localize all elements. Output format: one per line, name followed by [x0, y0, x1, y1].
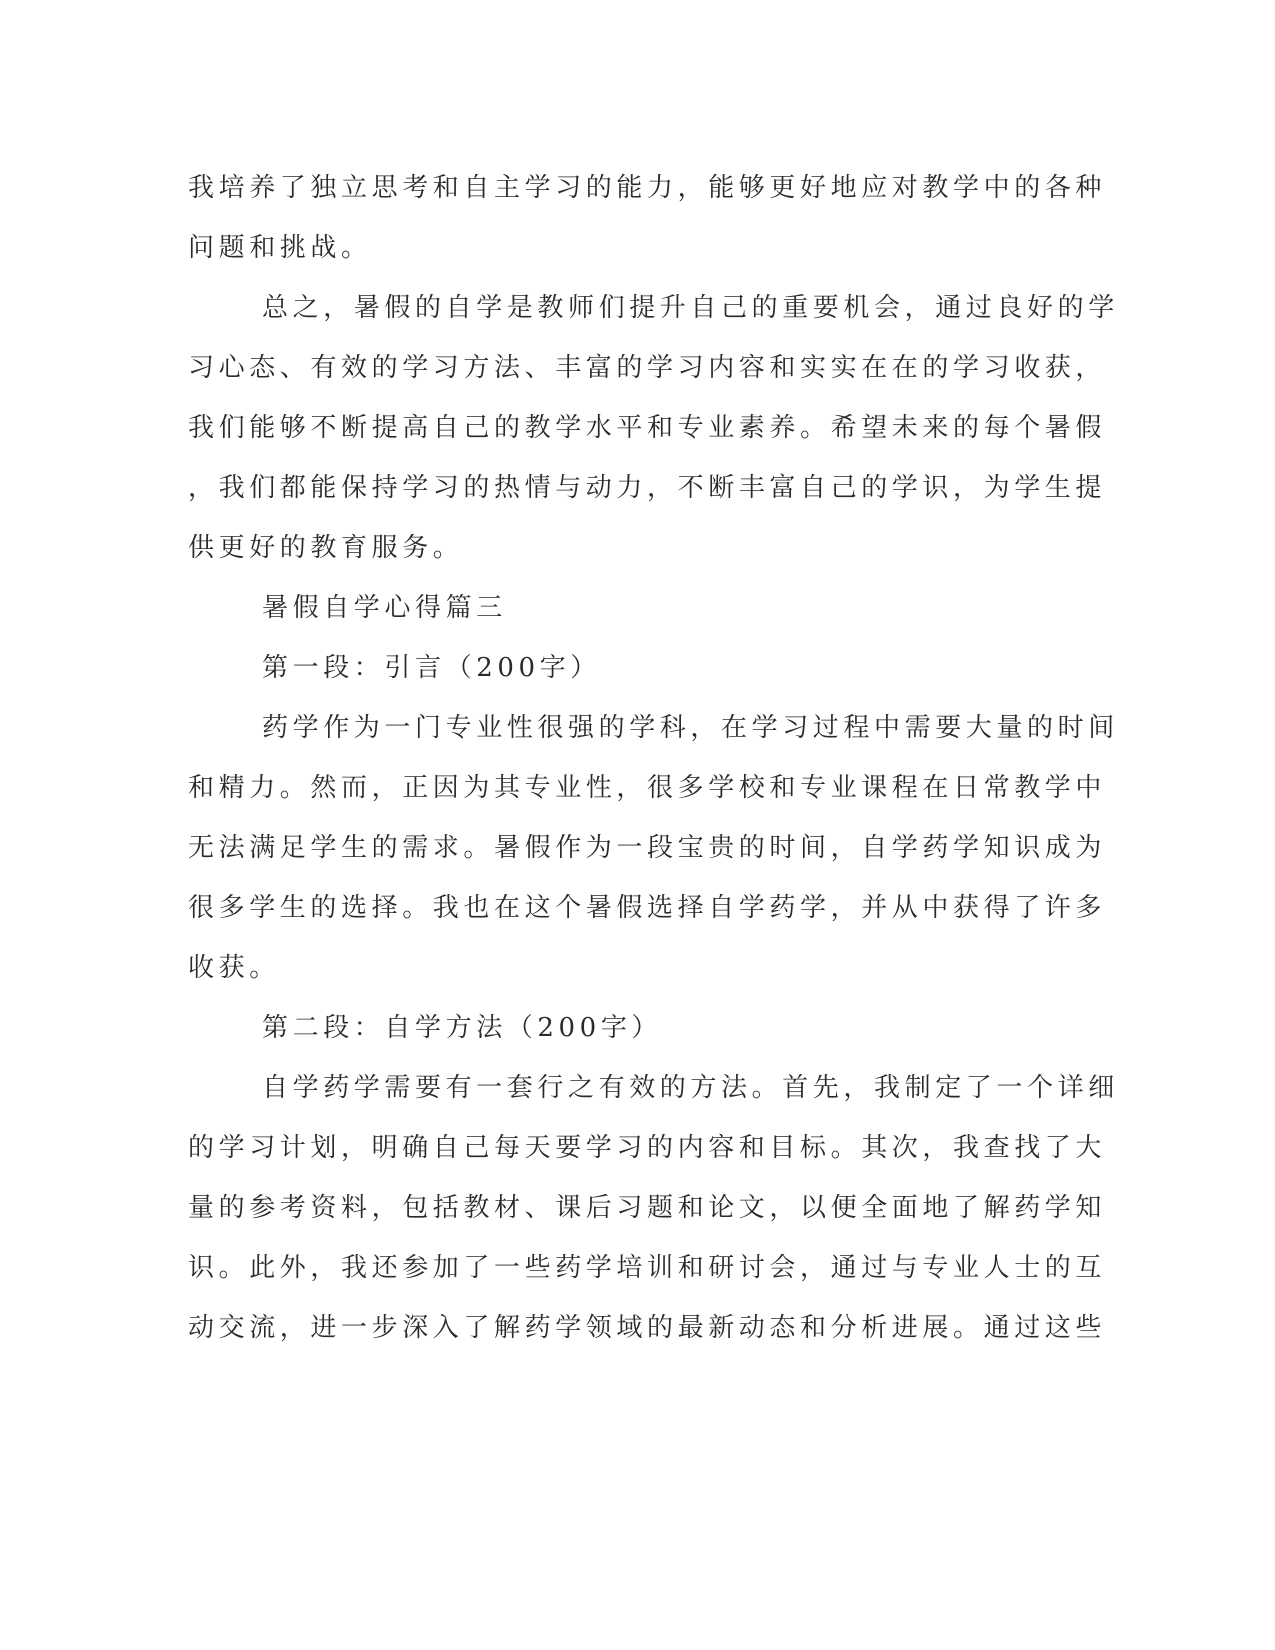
text-line: 动交流，进一步深入了解药学领域的最新动态和分析进展。通过这些	[188, 1313, 1107, 1343]
section-title: 暑假自学心得篇三	[262, 593, 507, 623]
text-line: 我们能够不断提高自己的教学水平和专业素养。希望未来的每个暑假	[188, 413, 1107, 443]
paragraph-first-line: 自学药学需要有一套行之有效的方法。首先，我制定了一个详细	[262, 1073, 1119, 1103]
text-line: 量的参考资料，包括教材、课后习题和论文，以便全面地了解药学知	[188, 1193, 1107, 1223]
text-line: 识。此外，我还参加了一些药学培训和研讨会，通过与专业人士的互	[188, 1253, 1107, 1283]
paragraph-first-line: 药学作为一门专业性很强的学科，在学习过程中需要大量的时间	[262, 713, 1119, 743]
text-line: 和精力。然而，正因为其专业性，很多学校和专业课程在日常教学中	[188, 773, 1107, 803]
text-line: 我培养了独立思考和自主学习的能力，能够更好地应对教学中的各种	[188, 173, 1107, 203]
text-line: ，我们都能保持学习的热情与动力，不断丰富自己的学识，为学生提	[188, 473, 1107, 503]
text-line: 供更好的教育服务。	[188, 533, 464, 563]
section-heading: 第二段：自学方法（200字）	[262, 1013, 663, 1043]
paragraph-first-line: 总之，暑假的自学是教师们提升自己的重要机会，通过良好的学	[262, 293, 1119, 323]
text-line: 收获。	[188, 953, 280, 983]
text-line: 问题和挑战。	[188, 233, 372, 263]
text-line: 的学习计划，明确自己每天要学习的内容和目标。其次，我查找了大	[188, 1133, 1107, 1163]
section-heading: 第一段：引言（200字）	[262, 653, 601, 683]
text-line: 很多学生的选择。我也在这个暑假选择自学药学，并从中获得了许多	[188, 893, 1107, 923]
text-line: 习心态、有效的学习方法、丰富的学习内容和实实在在的学习收获，	[188, 353, 1107, 383]
text-line: 无法满足学生的需求。暑假作为一段宝贵的时间，自学药学知识成为	[188, 833, 1107, 863]
